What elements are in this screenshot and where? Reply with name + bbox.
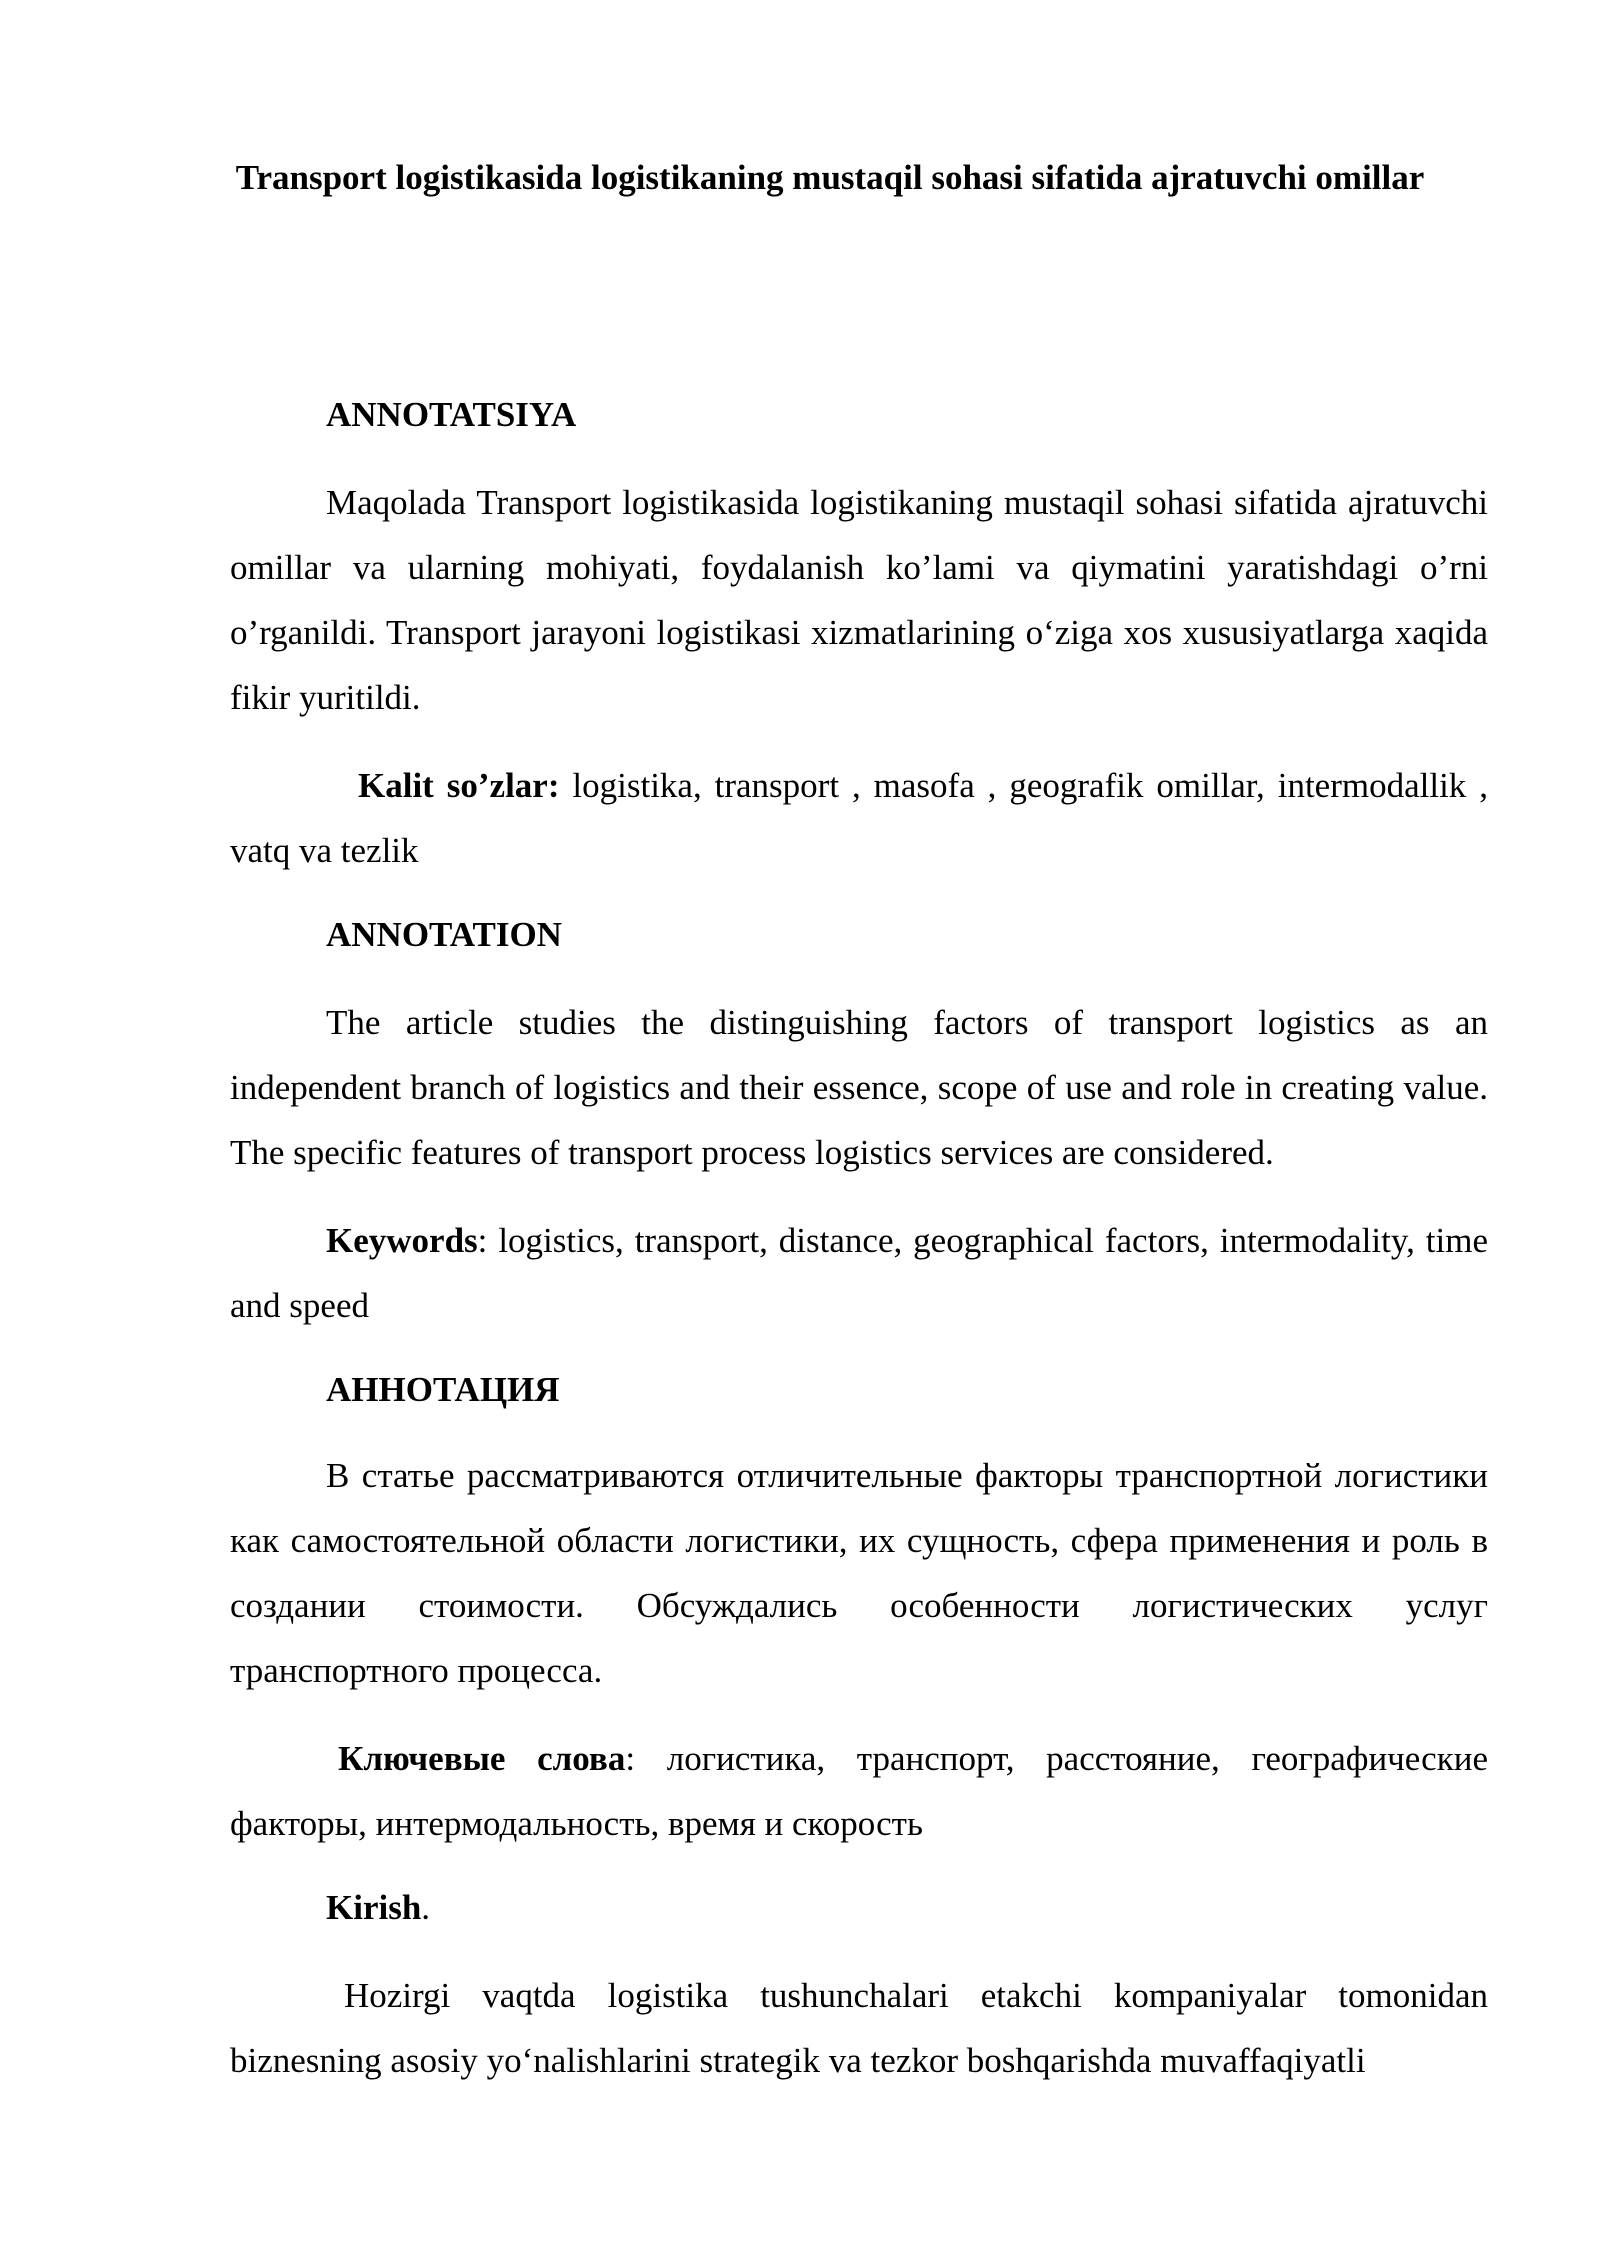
ru-abstract: В статье рассматриваются отличительные факторы транспортной логистики как самостоятельной области логистики, их сущность, сфера применения и роль в создании стоимости. Обсуждались особенности логистических услуг транспортного процесса. [230, 1456, 1488, 1690]
uz-keywords [230, 753, 1488, 883]
intro-paragraph: Hozirgi vaqtda logistika tushunchalari etakchi kompaniyalar tomonidan biznesning asosiy yo‘nalishlarini strategik va tezkor boshqarishda muvaffaqiyatli [230, 1976, 1488, 2080]
en-keywords-label: Keywords [326, 1221, 478, 1260]
en-keywords [230, 1208, 1488, 1338]
intro-heading [326, 1888, 430, 1928]
uz-annotation-heading: ANNOTATSIYA [326, 395, 577, 434]
en-abstract: The article studies the distinguishing factors of transport logistics as an independent branch of logistics and their essence, scope of use and role in creating value. The specific features of transport process logistics services are considered. [230, 1003, 1488, 1172]
intro-heading-label: Kirish [326, 1888, 422, 1927]
ru-keywords-label: Ключевые слова [338, 1739, 626, 1778]
ru-annotation-heading: АННОТАЦИЯ [326, 1370, 560, 1409]
paper-title: Transport logistikasida logistikaning mustaqil sohasi sifatida ajratuvchi omillar [235, 158, 1425, 197]
en-annotation-heading: ANNOTATION [326, 915, 562, 954]
intro-heading-suffix: . [421, 1888, 431, 1927]
uz-abstract: Maqolada Transport logistikasida logistikaning mustaqil sohasi sifatida ajratuvchi omillar va ularning mohiyati, foydalanish ko’lami va qiymatini yaratishdagi o’rni o’rganildi. Transport jarayoni logistikasi xizmatlarining o‘ziga xos xususiyatlarga xaqida fikir yuritildi. [230, 483, 1488, 717]
uz-keywords-label: Kalit so’zlar: [358, 766, 560, 805]
ru-keywords-text: : логистика, транспорт, расстояние, географические факторы, интермодальность, время и скорость [230, 1739, 1488, 1843]
ru-keywords [230, 1726, 1488, 1856]
en-keywords-text: : logistics, transport, distance, geographical factors, intermodality, time and speed [230, 1221, 1488, 1325]
uz-keywords-text: logistika, transport , masofa , geografik omillar, intermodallik , vatq va tezlik [230, 766, 1488, 870]
